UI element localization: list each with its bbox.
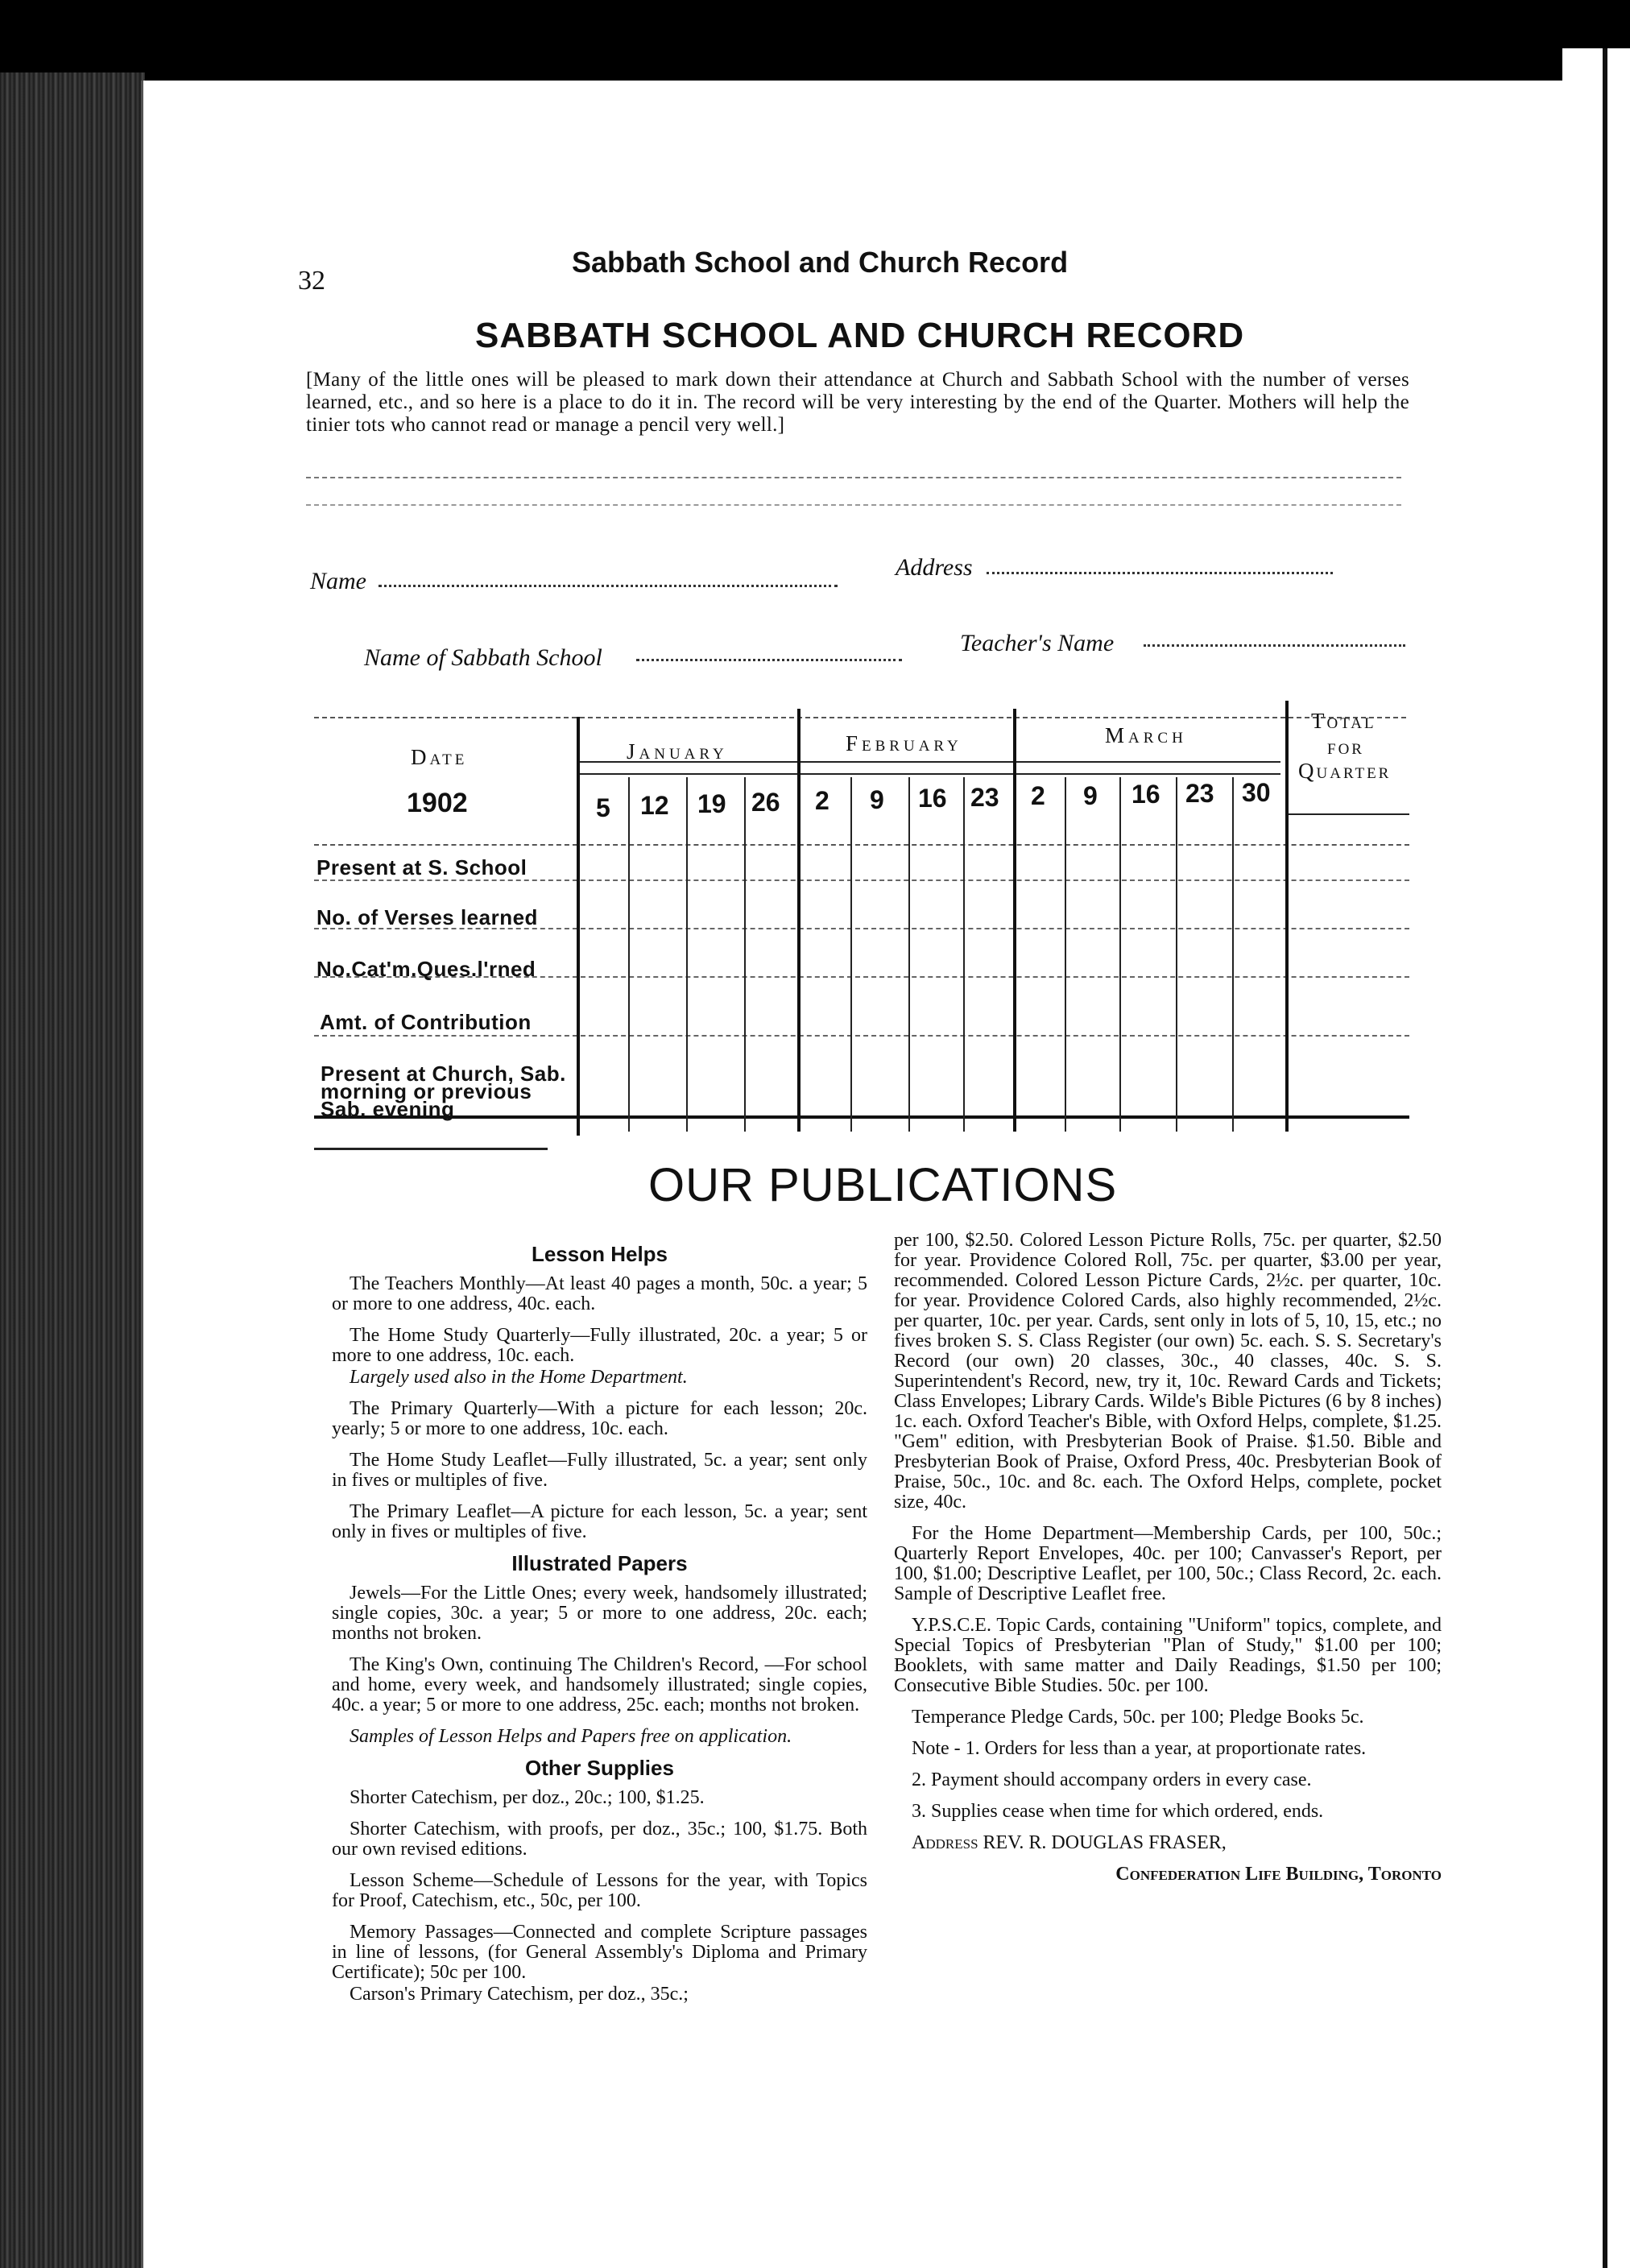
publication-entry: Memory Passages—Connected and complete Scripture passages in line of lessons, (for General Assembly's Diploma and Primary Certificate); 50c per 100. bbox=[332, 1922, 867, 1983]
publication-entry: Carson's Primary Catechism, per doz., 35c.; bbox=[350, 1984, 689, 2005]
publication-note: 2. Payment should accompany orders in every case. bbox=[912, 1769, 1312, 1790]
name-field[interactable] bbox=[379, 570, 838, 587]
publication-note: Largely used also in the Home Department. bbox=[350, 1367, 688, 1388]
table-col-line bbox=[1232, 777, 1234, 1132]
publication-entry: The Primary Leaflet—A picture for each lesson, 5c. a year; sent only in fives or multiples of five. bbox=[332, 1501, 867, 1542]
day-number: 5 bbox=[596, 793, 610, 822]
row-label-contribution: Amt. of Contribution bbox=[320, 1010, 532, 1034]
month-march: March bbox=[1105, 723, 1187, 747]
table-rule bbox=[314, 1148, 548, 1150]
page-title: SABBATH SCHOOL AND CHURCH RECORD bbox=[475, 316, 1245, 355]
teacher-label: Teacher's Name bbox=[960, 630, 1115, 656]
day-number: 23 bbox=[970, 783, 999, 812]
table-col-line bbox=[744, 777, 746, 1132]
table-col-line bbox=[963, 777, 965, 1132]
day-number: 19 bbox=[697, 789, 726, 818]
publications-right-column bbox=[894, 1231, 1442, 1896]
table-col-line bbox=[1065, 777, 1066, 1132]
address-line: Confederation Life Building, Toronto bbox=[1115, 1864, 1442, 1885]
section-heading-lesson-helps: Lesson Helps bbox=[531, 1242, 668, 1266]
month-february: February bbox=[846, 731, 962, 755]
table-col-line bbox=[1119, 777, 1121, 1132]
table-rule bbox=[314, 1035, 1409, 1037]
page-number: 32 bbox=[298, 266, 325, 296]
book-page-edges bbox=[0, 72, 145, 2268]
separator-rule bbox=[306, 504, 1401, 506]
name-label: Name bbox=[310, 568, 366, 594]
publication-entry: Shorter Catechism, per doz., 20c.; 100, $1.25. bbox=[350, 1787, 705, 1808]
publication-entry: The King's Own, continuing The Children's Record, —For school and home, every week, and handsomely illustrated; single copies, 40c. a year; 5 or more to one address, 25c. each; months not broken. bbox=[332, 1654, 867, 1715]
publication-note: 3. Supplies cease when time for which ordered, ends. bbox=[912, 1801, 1324, 1822]
date-header: Date bbox=[411, 745, 468, 769]
publication-entry: The Teachers Monthly—At least 40 pages a month, 50c. a year; 5 or more to one address, 40c. each. bbox=[332, 1273, 867, 1314]
table-col-line bbox=[686, 777, 688, 1132]
school-label: Name of Sabbath School bbox=[364, 644, 602, 671]
address-field[interactable] bbox=[987, 557, 1333, 574]
month-january: January bbox=[627, 739, 728, 764]
day-number: 30 bbox=[1242, 778, 1271, 807]
publication-entry: The Home Study Leaflet—Fully illustrated, 5c. a year; sent only in fives or multiples of five. bbox=[332, 1450, 867, 1491]
publication-entry: Shorter Catechism, with proofs, per doz., 35c.; 100, $1.75. Both our own revised editions. bbox=[332, 1819, 867, 1860]
table-rule bbox=[1289, 813, 1409, 815]
total-header-line3: Quarter bbox=[1298, 759, 1392, 783]
right-edge-rule bbox=[1603, 48, 1607, 2268]
section-heading-illustrated-papers: Illustrated Papers bbox=[511, 1551, 688, 1575]
table-rule bbox=[580, 773, 1280, 775]
scan-top-margin bbox=[121, 0, 1630, 77]
day-number: 9 bbox=[1083, 781, 1098, 810]
table-rule bbox=[314, 717, 1406, 718]
table-col-line bbox=[797, 709, 801, 1132]
publication-entry: The Home Study Quarterly—Fully illustrated, 20c. a year; 5 or more to one address, 10c. each. bbox=[332, 1325, 867, 1366]
table-col-line bbox=[908, 777, 910, 1132]
publication-note: Note - 1. Orders for less than a year, at proportionate rates. bbox=[912, 1738, 1367, 1759]
row-label-verses: No. of Verses learned bbox=[316, 905, 538, 929]
day-number: 2 bbox=[815, 786, 829, 815]
publication-entry: For the Home Department—Membership Cards, per 100, 50c.; Quarterly Report Envelopes, 40c. per 100; Canvasser's Report, per 100, $1.00; Descriptive Leaflet, per 100, 50c.; Class Record, 2c. each. Sample of Descriptive Leaflet free. bbox=[894, 1523, 1442, 1604]
publication-entry: The Primary Quarterly—With a picture for each lesson; 20c. yearly; 5 or more to one address, 10c. each. bbox=[332, 1398, 867, 1439]
intro-paragraph: [Many of the little ones will be pleased to mark down their attendance at Church and Sabbath School with the number of verses learned, etc., and so here is a place to do it in. The record will be very interesting by the end of the Quarter. Mothers will help the tinier tots who cannot read or manage a pencil very well.] bbox=[306, 369, 1409, 436]
publication-entry: Jewels—For the Little Ones; every week, handsomely illustrated; single copies, 30c. a year; 5 or more to one address, 20c. each; months not broken. bbox=[332, 1583, 867, 1644]
section-heading-other-supplies: Other Supplies bbox=[525, 1756, 674, 1780]
table-col-line bbox=[1013, 709, 1016, 1132]
publications-left-column bbox=[332, 1236, 867, 2016]
running-head: Sabbath School and Church Record bbox=[572, 246, 1069, 279]
address-label: Address bbox=[896, 554, 973, 581]
teacher-field[interactable] bbox=[1144, 630, 1405, 647]
table-col-line bbox=[850, 777, 852, 1132]
day-number: 9 bbox=[870, 785, 884, 814]
table-col-line bbox=[1176, 777, 1177, 1132]
row-label-present-church: Present at Church, Sab. morning or previous Sab. evening bbox=[321, 1062, 566, 1121]
total-header-line1: Total bbox=[1311, 709, 1376, 733]
publication-entry: Y.P.S.C.E. Topic Cards, containing "Uniform" topics, complete, and Special Topics of Presbyterian "Plan of Study," $1.00 per 100; Booklets, with same matter and Daily Readings, $1.50 per 100; Consecutive Bible Studies. 50c. per 100. bbox=[894, 1615, 1442, 1696]
separator-rule bbox=[306, 477, 1401, 478]
table-col-line bbox=[1285, 701, 1289, 1132]
publication-entry: Lesson Scheme—Schedule of Lessons for the year, with Topics for Proof, Catechism, etc., 50c, per 100. bbox=[332, 1870, 867, 1911]
publication-entry: per 100, $2.50. Colored Lesson Picture Rolls, 75c. per quarter, $2.50 for year. Providence Colored Roll, 75c. per quarter, $3.00 per year, recommended. Colored Lesson Picture Cards, 2½c. per quarter, 10c. for year. Providence Colored Cards, also highly recommended, 2½c. per quarter, 10c. per year. Cards, sent only in lots of 5, 10, 15, etc.; no fives broken S. S. Class Register (our own) 5c. each. S. S. Secretary's Record (our own) 20 classes, 30c., 40 classes, 40c. S. S. Superintendent's Record, new, try it, 10c. Reward Cards and Tickets; Class Envelopes; Library Cards. Wilde's Bible Pictures (6 by 8 inches) 1c. each. Oxford Teacher's Bible, with Oxford Helps, complete, $1.25. "Gem" edition, with Presbyterian Book of Praise. $1.50. Bible and Presbyterian Book of Praise, Oxford Press, 40c. Presbyterian Book of Praise, 50c., 10c. and 8c. each. The Oxford Helps, complete, pocket size, 40c. bbox=[894, 1230, 1442, 1513]
day-number: 16 bbox=[918, 784, 947, 813]
row-label-present-school: Present at S. School bbox=[316, 855, 527, 879]
publication-entry: Temperance Pledge Cards, 50c. per 100; Pledge Books 5c. bbox=[912, 1707, 1364, 1728]
day-number: 16 bbox=[1131, 780, 1160, 809]
row-label-catechism: No.Cat'm.Ques.l'rned bbox=[316, 957, 536, 981]
day-number: 2 bbox=[1031, 781, 1045, 810]
right-margin bbox=[1562, 48, 1630, 2268]
total-header-line2: for bbox=[1327, 735, 1364, 759]
publications-heading: OUR PUBLICATIONS bbox=[648, 1159, 1118, 1211]
table-rule bbox=[314, 844, 1409, 846]
table-col-line bbox=[628, 777, 630, 1132]
address-line: Address REV. R. DOUGLAS FRASER, bbox=[912, 1832, 1227, 1853]
year-label: 1902 bbox=[407, 788, 468, 818]
day-number: 26 bbox=[751, 788, 780, 817]
publication-note: Samples of Lesson Helps and Papers free on application. bbox=[350, 1726, 792, 1747]
day-number: 12 bbox=[640, 791, 669, 820]
day-number: 23 bbox=[1185, 779, 1214, 808]
school-field[interactable] bbox=[636, 644, 902, 661]
